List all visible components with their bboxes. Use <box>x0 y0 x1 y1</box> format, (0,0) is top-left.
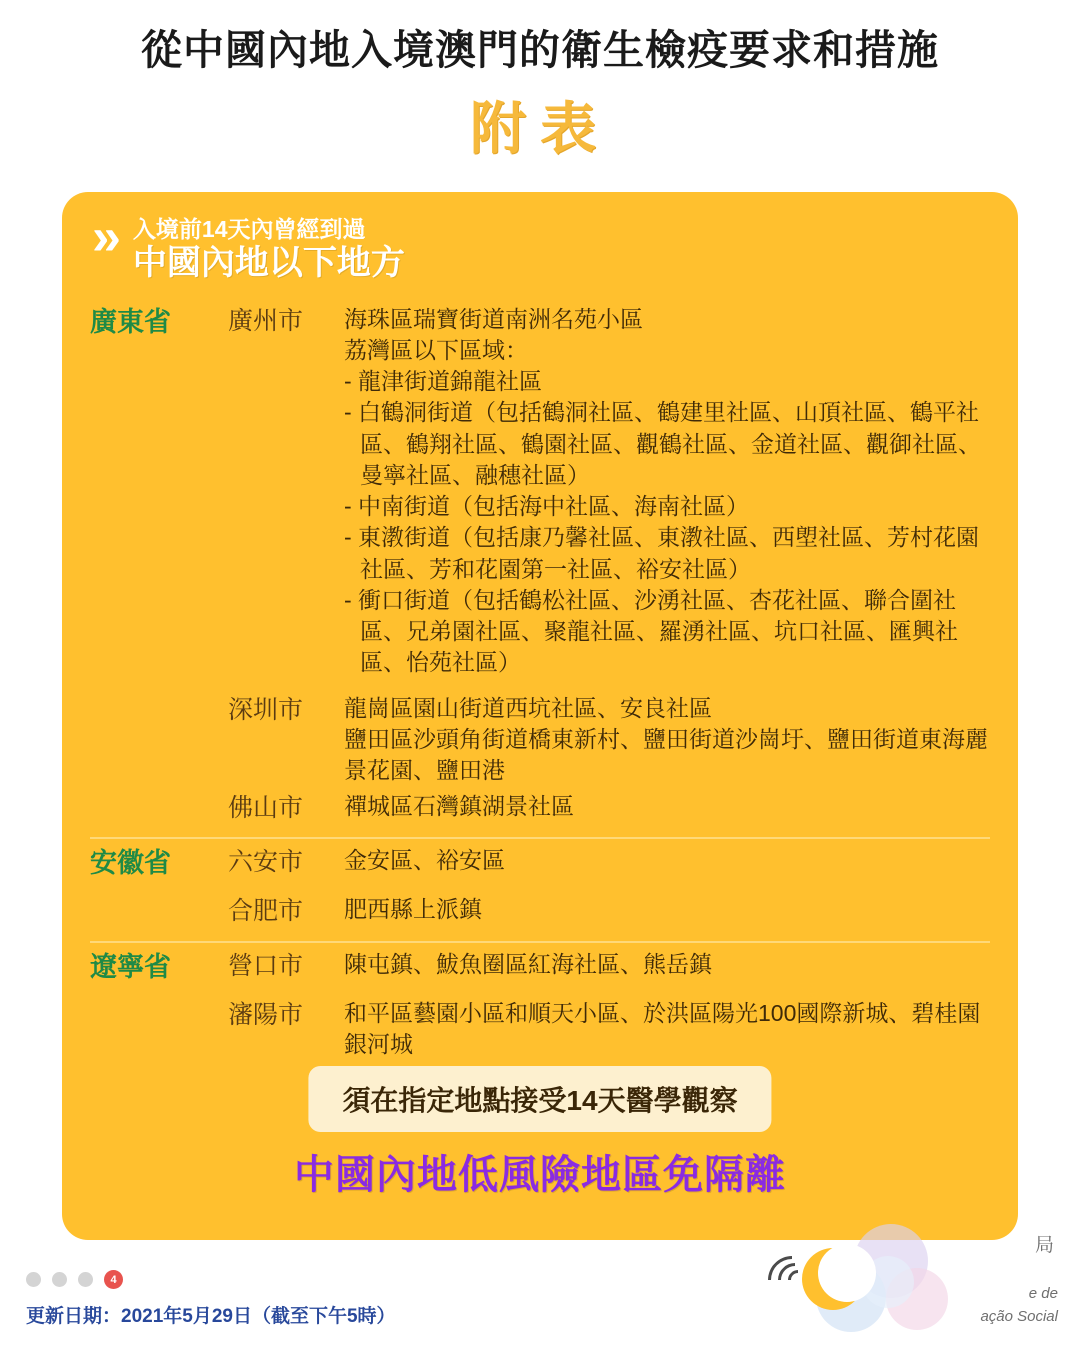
city-detail: 肥西縣上派鎮 <box>344 896 482 923</box>
card-header-texts <box>133 214 405 284</box>
city-name: 瀋陽市 <box>228 1000 304 1029</box>
province-name: 安徽省 <box>90 848 171 879</box>
city-list <box>228 845 990 933</box>
province-name: 廣東省 <box>90 306 171 337</box>
city-row <box>228 998 990 1061</box>
page-indicator[interactable] <box>26 1270 396 1289</box>
city-detail <box>344 693 990 787</box>
detail-bullet: - 衝口街道（包括鶴松社區、沙湧社區、杏花社區、聯合圍社區、兄弟園社區、聚龍社區、羅湧社區、坑口社區、匯興社區、怡苑社區） <box>344 586 958 676</box>
province-block <box>90 941 990 1072</box>
city-list <box>228 304 990 830</box>
update-date: 更新日期：2021年5月29日（截至下午5時） <box>26 1306 396 1327</box>
spacer <box>228 683 990 693</box>
detail-line: 海珠區瑞寶街道南洲名苑小區 <box>344 305 643 332</box>
spacer <box>228 988 990 998</box>
footer <box>26 1270 396 1328</box>
broadcast-waves-icon <box>758 1252 812 1306</box>
detail-bullet: - 中南街道（包括海中社區、海南社區） <box>344 493 750 520</box>
page-dot[interactable] <box>78 1272 93 1287</box>
spacer <box>228 884 990 894</box>
city-list <box>228 949 990 1064</box>
city-detail: 金安區、裕安區 <box>344 847 505 874</box>
page-dot-active[interactable]: 4 <box>104 1270 123 1289</box>
city-name: 廣州市 <box>228 306 304 335</box>
detail-line: 鹽田區沙頭角街道橋東新村、鹽田街道沙崗圩、鹽田街道東海麗景花園、鹽田港 <box>344 725 988 784</box>
city-detail <box>344 304 990 679</box>
city-name: 六安市 <box>228 848 304 877</box>
page-title: 從中國內地入境澳門的衛生檢疫要求和措施 <box>141 27 939 73</box>
detail-line: 龍崗區園山街道西坑社區、安良社區 <box>344 694 712 721</box>
province-name: 遼寧省 <box>90 951 171 982</box>
card-header <box>62 192 1018 284</box>
detail-bullet: - 白鶴洞街道（包括鶴洞社區、鶴建里社區、山頂社區、鶴平社區、鶴翔社區、鶴園社區、觀鶴社區、金道社區、觀御社區、曼寧社區、融穗社區） <box>344 399 981 488</box>
detail-line: 荔灣區以下區域： <box>344 336 528 363</box>
city-row <box>228 949 990 984</box>
city-name: 佛山市 <box>228 793 304 822</box>
low-risk-highlight: 中國內地低風險地區免隔離 <box>294 1153 786 1197</box>
city-detail <box>344 791 990 826</box>
province-block <box>90 298 990 838</box>
page-dot[interactable] <box>52 1272 67 1287</box>
regions-table <box>90 298 990 1073</box>
page-dot[interactable] <box>26 1272 41 1287</box>
detail-bullet: - 龍津街道錦龍社區 <box>344 368 543 395</box>
city-name: 深圳市 <box>228 695 304 724</box>
city-name: 合肥市 <box>228 897 304 926</box>
city-detail: 和平區藝園小區和順天小區、於洪區陽光100國際新城、碧桂園銀河城 <box>344 999 981 1057</box>
logo-cn-text: 局 <box>1034 1235 1054 1256</box>
info-card <box>62 192 1018 1240</box>
card-header-line2: 中國內地以下地方 <box>132 244 405 283</box>
city-name: 營口市 <box>228 951 304 980</box>
logo-pt-line2: ação Social <box>980 1307 1058 1325</box>
logo-pt-line1: e de <box>1028 1285 1058 1302</box>
poster-header <box>0 0 1080 165</box>
gcs-logo <box>758 1222 1058 1332</box>
city-row <box>228 693 990 787</box>
card-header-line1: 入境前14天內曾經到過 <box>132 216 366 242</box>
page-subtitle: 附表 <box>470 97 610 161</box>
city-row <box>228 791 990 826</box>
detail-line: 禪城區石灣鎮湖景社區 <box>344 792 574 819</box>
city-detail: 陳屯鎮、鮁魚圈區紅海社區、熊岳鎮 <box>344 950 712 977</box>
city-row <box>228 845 990 880</box>
quarantine-notice: 須在指定地點接受14天醫學觀察 <box>308 1066 771 1132</box>
detail-bullet: - 東漖街道（包括康乃馨社區、東漖社區、西塱社區、芳村花園社區、芳和花園第一社區、裕安社區） <box>344 524 980 582</box>
city-row <box>228 304 990 679</box>
chevron-right-icon: » <box>92 208 109 266</box>
logo-pt-text <box>980 1283 1058 1328</box>
city-row <box>228 894 990 929</box>
province-block <box>90 837 990 941</box>
